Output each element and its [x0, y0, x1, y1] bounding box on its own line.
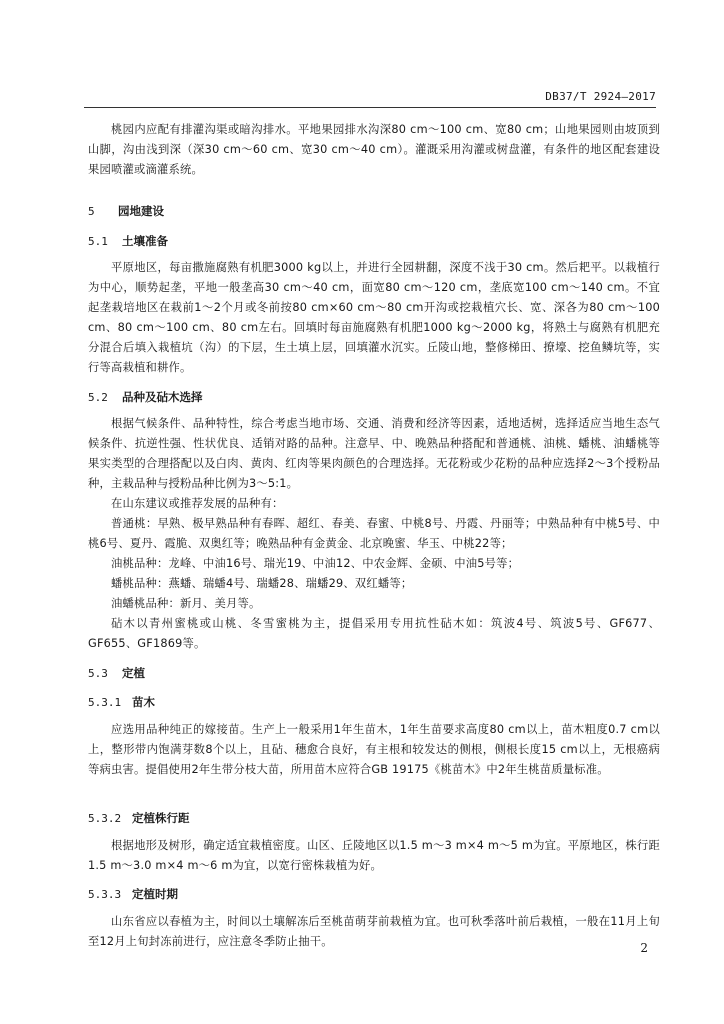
section-5-3-heading — [88, 663, 660, 683]
section-5-number: 5 — [88, 205, 95, 218]
document-id: DB37/T 2924—2017 — [545, 90, 656, 103]
section-5-2-paragraph: 在山东建议或推荐发展的品种有： — [111, 497, 284, 510]
section-5-2-paragraph: 砧木以青州蜜桃或山桃、冬雪蜜桃为主，提倡采用专用抗性砧木如：筑波4号、筑波5号、GF677、GF655、GF1869等。 — [88, 617, 660, 650]
section-5-1-number: 5.1 — [88, 235, 108, 248]
section-5-3-number: 5.3 — [88, 667, 108, 680]
section-5-3-2-heading — [88, 808, 660, 828]
section-5-2-number: 5.2 — [88, 391, 108, 404]
section-5-2-heading — [88, 387, 660, 407]
section-5-3-2-title: 定植株行距 — [132, 811, 190, 825]
section-5-heading — [88, 201, 660, 221]
document-body — [88, 120, 660, 952]
section-5-3-2-number: 5.3.2 — [88, 812, 122, 825]
section-5-title: 园地建设 — [118, 204, 164, 218]
section-5-2-body — [88, 414, 660, 654]
section-5-3-1-number: 5.3.1 — [88, 696, 122, 709]
section-5-3-2-paragraph: 根据地形及树形，确定适宜栽植密度。山区、丘陵地区以1.5 m～3 m×4 m～5 m为宜。平原地区，株行距1.5 m～3.0 m×4 m～6 m为宜，以宽行密株栽植为好。 — [88, 839, 660, 872]
section-5-3-1-title: 苗木 — [132, 695, 155, 709]
section-5-3-title: 定植 — [122, 666, 145, 680]
section-5-3-3-number: 5.3.3 — [88, 888, 122, 901]
section-5-2-paragraph: 油蟠桃品种：新月、美月等。 — [111, 597, 261, 610]
section-5-2-paragraph: 根据气候条件、品种特性，综合考虑当地市场、交通、消费和经济等因素，适地适树，选择适应当地生态气候条件、抗逆性强、性状优良、适销对路的品种。注意早、中、晚熟品种搭配和普通桃、油桃、蟠桃、油蟠桃等果实类型的合理搭配以及白肉、黄肉、红肉等果肉颜色的合理选择。无花粉或少花粉的品种应选择2～3个授粉品种，主栽品种与授粉品种比例为3～5:1。 — [88, 417, 660, 490]
section-5-3-3-heading — [88, 884, 660, 904]
section-5-3-1-paragraph: 应选用品种纯正的嫁接苗。生产上一般采用1年生苗木，1年生苗要求高度80 cm以上，苗木粗度0.7 cm以上，整形带内饱满芽数8个以上，且砧、穗愈合良好，有主根和较发达的侧根，侧根长度15 cm以上，无根癌病等病虫害。提倡使用2年生带分枝大苗，所用苗木应符合GB 19175《桃苗木》中2年生桃苗质量标准。 — [88, 723, 660, 776]
section-5-1-paragraph: 平原地区，每亩撒施腐熟有机肥3000 kg以上，并进行全园耕翻，深度不浅于30 cm。然后耙平。以栽植行为中心，顺势起垄，平地一般垄高30 cm～40 cm，面宽80 cm～120 cm，垄底宽100 cm～140 cm。不宜起垄栽培地区在栽前1～2个月或冬前按80 cm×60 cm～80 cm开沟或挖栽植穴长、宽、深各为80 cm～100 cm、80 cm～100 cm、80 cm左右。回填时每亩施腐熟有机肥1000 kg～2000 kg，将熟土与腐熟有机肥充分混合后填入栽植坑（沟）的下层，生土填上层，回填灌水沉实。丘陵山地，整修梯田、撩壕、挖鱼鳞坑等，实行等高栽植和耕作。 — [88, 261, 660, 374]
section-5-1-heading — [88, 231, 660, 251]
section-5-3-3-title: 定植时期 — [132, 887, 178, 901]
header-rule — [84, 107, 656, 108]
section-5-2-paragraph: 油桃品种：龙峰、中油16号、瑞光19、中油12、中农金辉、金硕、中油5号等； — [111, 557, 520, 570]
section-5-3-1-heading — [88, 692, 660, 712]
section-5-2-title: 品种及砧木选择 — [122, 390, 203, 404]
section-5-1-title: 土壤准备 — [122, 234, 168, 248]
section-5-2-paragraph: 蟠桃品种：燕蟠、瑞蟠4号、瑞蟠28、瑞蟠29、双红蟠等； — [111, 577, 413, 590]
section-5-3-3-paragraph: 山东省应以春植为主，时间以土壤解冻后至桃苗萌芽前栽植为宜。也可秋季落叶前后栽植，一般在11月上旬至12月上旬封冻前进行，应注意冬季防止抽干。 — [88, 915, 660, 948]
page-number: 2 — [640, 941, 648, 955]
section-5-2-paragraph: 普通桃：早熟、极早熟品种有春晖、超红、春美、春蜜、中桃8号、丹霞、丹丽等；中熟品种有中桃5号、中桃6号、夏丹、霞脆、双奥红等；晚熟品种有金黄金、北京晚蜜、华玉、中桃22等； — [88, 517, 660, 550]
intro-paragraph: 桃园内应配有排灌沟渠或暗沟排水。平地果园排水沟深80 cm～100 cm、宽80 cm；山地果园则由坡顶到山脚，沟由浅到深（深30 cm～60 cm、宽30 cm～40 cm）。灌溉采用沟灌或树盘灌，有条件的地区配套建设果园喷灌或滴灌系统。 — [88, 123, 660, 176]
